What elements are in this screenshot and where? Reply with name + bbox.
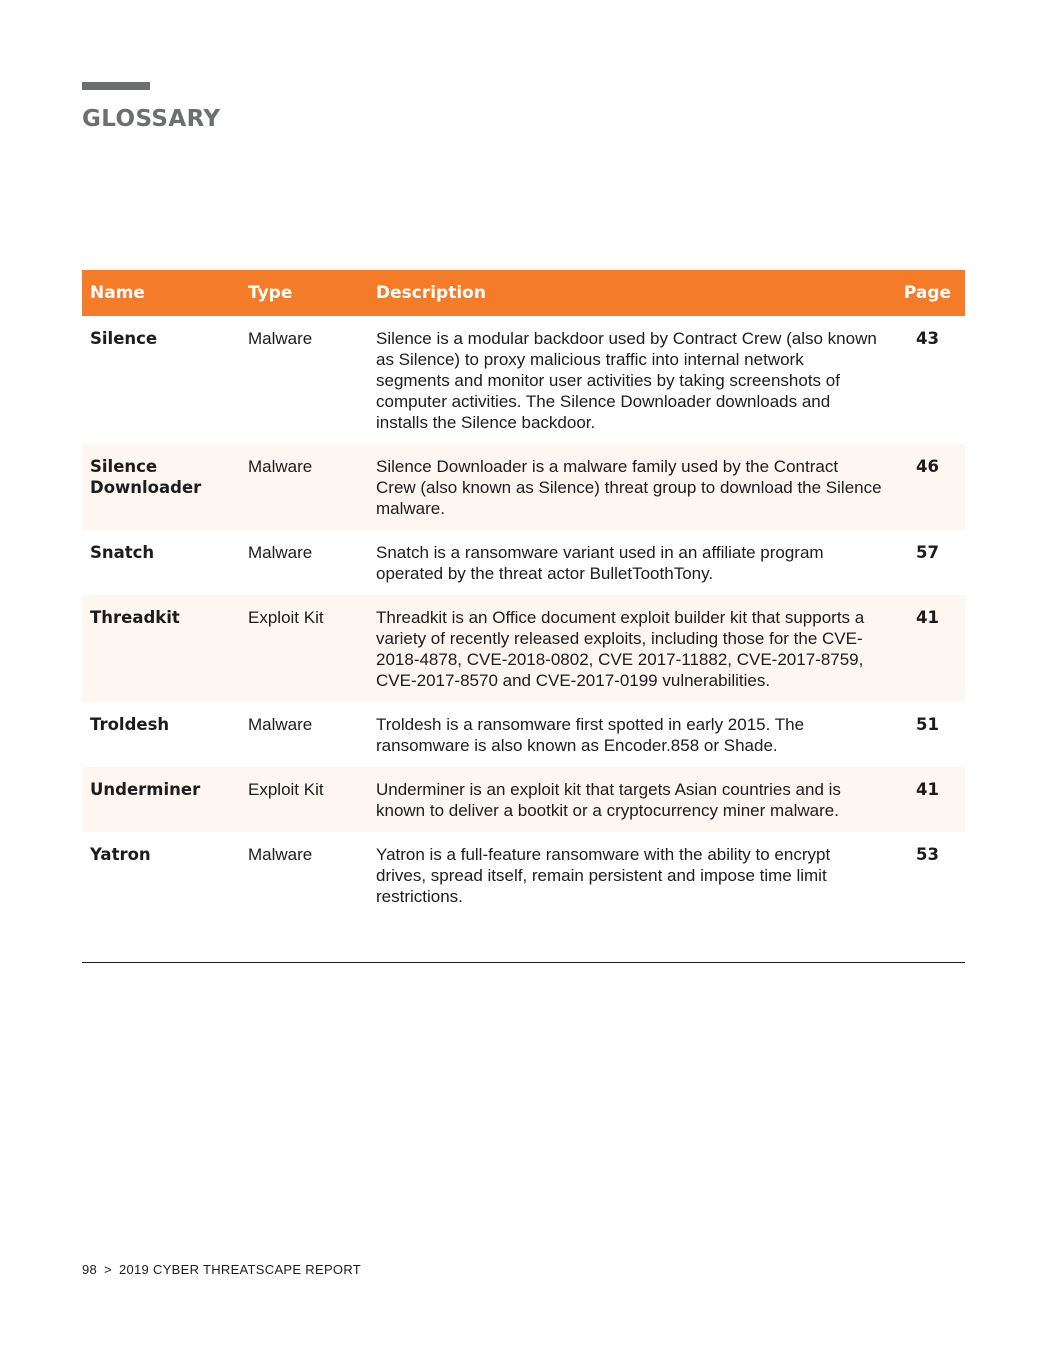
glossary-table [82,270,965,918]
row-name: Threadkit [90,608,180,627]
footer-separator: > [104,1262,112,1277]
row-page: 46 [916,457,939,476]
table-row [82,530,965,595]
row-name: Yatron [90,845,151,864]
table-row [82,832,965,918]
row-type: Exploit Kit [248,780,324,799]
row-page: 43 [916,329,939,348]
table-row [82,316,965,444]
row-description: Silence Downloader is a malware family used by the Contract Crew (also known as Silence) threat group to download the Silence malware. [376,457,882,518]
row-type: Malware [248,845,313,864]
row-page: 57 [916,543,939,562]
row-type: Malware [248,715,313,734]
row-name: Troldesh [90,715,170,734]
row-description: Troldesh is a ransomware first spotted in early 2015. The ransomware is also known as Encoder.858 or Shade. [376,715,805,755]
row-type: Exploit Kit [248,608,324,627]
table-row [82,702,965,767]
row-description: Snatch is a ransomware variant used in an affiliate program operated by the threat actor BulletToothTony. [376,543,824,583]
footer-report-title: 2019 CYBER THREATSCAPE REPORT [118,1262,362,1277]
row-type: Malware [248,329,313,348]
row-page: 53 [916,845,939,864]
row-name: Snatch [90,543,155,562]
table-header-row [82,270,965,316]
row-description: Underminer is an exploit kit that targets Asian countries and is known to deliver a bootkit or a cryptocurrency miner malware. [376,780,841,820]
row-type: Malware [248,457,313,476]
row-page: 41 [916,780,939,799]
table-row [82,767,965,832]
row-type: Malware [248,543,313,562]
row-name: Silence Downloader [90,457,202,497]
column-header-description: Description [376,283,486,303]
row-page: 51 [916,715,939,734]
title-accent-bar [82,82,150,90]
page-footer [82,1262,361,1277]
row-page: 41 [916,608,939,627]
column-header-name: Name [90,283,145,303]
row-description: Yatron is a full-feature ransomware with the ability to encrypt drives, spread itself, remain persistent and impose time limit restrictions. [376,845,831,906]
table-row [82,444,965,530]
row-description: Silence is a modular backdoor used by Contract Crew (also known as Silence) to proxy malicious traffic into internal network segments and monitor user activities by taking screenshots of computer activities. The Silence Downloader downloads and installs the Silence backdoor. [376,329,877,432]
column-header-page: Page [903,283,952,303]
column-header-type: Type [248,283,293,303]
table-row [82,595,965,702]
row-description: Threadkit is an Office document exploit builder kit that supports a variety of recently released exploits, including those for the CVE-2018-4878, CVE-2018-0802, CVE 2017-11882, CVE-2017-8759, CVE-2017-8570 and CVE-2017-0199 vulnerabilities. [376,608,865,690]
row-name: Underminer [90,780,201,799]
row-name: Silence [90,329,158,348]
footer-page-number: 98 [82,1262,98,1277]
page-title: GLOSSARY [82,106,221,132]
table-bottom-rule [82,962,965,963]
